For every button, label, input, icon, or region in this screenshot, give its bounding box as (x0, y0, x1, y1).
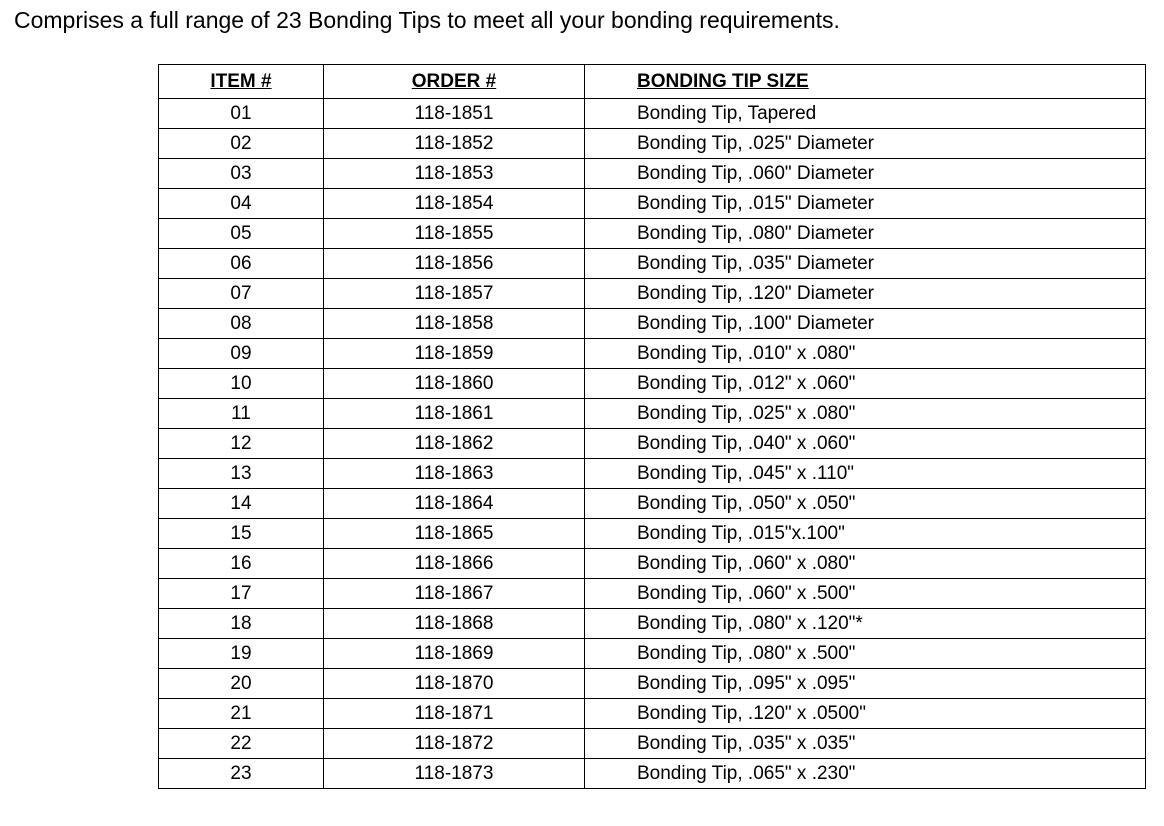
table-row (159, 99, 1146, 129)
order-number-cell: 118-1851 (324, 99, 585, 129)
table-row (159, 549, 1146, 579)
order-number-cell: 118-1855 (324, 219, 585, 249)
table-row (159, 189, 1146, 219)
bonding-tip-size-cell: Bonding Tip, .050" x .050" (585, 489, 1146, 519)
table-row (159, 489, 1146, 519)
table-body (159, 99, 1146, 789)
order-number-cell: 118-1873 (324, 759, 585, 789)
header-order-number: ORDER # (324, 65, 585, 99)
bonding-tip-size-cell: Bonding Tip, .045" x .110" (585, 459, 1146, 489)
table-row (159, 129, 1146, 159)
bonding-tip-size-cell: Bonding Tip, .025" x .080" (585, 399, 1146, 429)
item-number-cell: 02 (159, 129, 324, 159)
table-row (159, 309, 1146, 339)
order-number-cell: 118-1859 (324, 339, 585, 369)
order-number-cell: 118-1862 (324, 429, 585, 459)
item-number-cell: 20 (159, 669, 324, 699)
table-row (159, 669, 1146, 699)
bonding-tip-size-cell: Bonding Tip, .035" x .035" (585, 729, 1146, 759)
bonding-tip-size-cell: Bonding Tip, .095" x .095" (585, 669, 1146, 699)
header-item-number: ITEM # (159, 65, 324, 99)
item-number-cell: 05 (159, 219, 324, 249)
table-row (159, 429, 1146, 459)
order-number-cell: 118-1856 (324, 249, 585, 279)
order-number-cell: 118-1852 (324, 129, 585, 159)
order-number-cell: 118-1861 (324, 399, 585, 429)
item-number-cell: 01 (159, 99, 324, 129)
bonding-tips-table-container (158, 64, 1145, 789)
order-number-cell: 118-1858 (324, 309, 585, 339)
bonding-tips-table (158, 64, 1146, 789)
bonding-tip-size-cell: Bonding Tip, .035" Diameter (585, 249, 1146, 279)
table-row (159, 729, 1146, 759)
item-number-cell: 23 (159, 759, 324, 789)
item-number-cell: 04 (159, 189, 324, 219)
order-number-cell: 118-1864 (324, 489, 585, 519)
table-row (159, 579, 1146, 609)
bonding-tip-size-cell: Bonding Tip, .010" x .080" (585, 339, 1146, 369)
order-number-cell: 118-1860 (324, 369, 585, 399)
table-row (159, 759, 1146, 789)
bonding-tip-size-cell: Bonding Tip, .015" Diameter (585, 189, 1146, 219)
table-row (159, 519, 1146, 549)
header-bonding-tip-size: BONDING TIP SIZE (585, 65, 1146, 99)
order-number-cell: 118-1869 (324, 639, 585, 669)
order-number-cell: 118-1866 (324, 549, 585, 579)
item-number-cell: 18 (159, 609, 324, 639)
item-number-cell: 10 (159, 369, 324, 399)
bonding-tip-size-cell: Bonding Tip, .120" x .0500" (585, 699, 1146, 729)
item-number-cell: 07 (159, 279, 324, 309)
bonding-tip-size-cell: Bonding Tip, .100" Diameter (585, 309, 1146, 339)
table-header-row (159, 65, 1146, 99)
item-number-cell: 03 (159, 159, 324, 189)
order-number-cell: 118-1867 (324, 579, 585, 609)
table-row (159, 699, 1146, 729)
item-number-cell: 19 (159, 639, 324, 669)
bonding-tip-size-cell: Bonding Tip, .080" Diameter (585, 219, 1146, 249)
table-row (159, 249, 1146, 279)
item-number-cell: 13 (159, 459, 324, 489)
item-number-cell: 11 (159, 399, 324, 429)
order-number-cell: 118-1871 (324, 699, 585, 729)
order-number-cell: 118-1868 (324, 609, 585, 639)
item-number-cell: 21 (159, 699, 324, 729)
table-row (159, 279, 1146, 309)
order-number-cell: 118-1854 (324, 189, 585, 219)
item-number-cell: 17 (159, 579, 324, 609)
table-row (159, 399, 1146, 429)
bonding-tip-size-cell: Bonding Tip, .080" x .500" (585, 639, 1146, 669)
bonding-tip-size-cell: Bonding Tip, Tapered (585, 99, 1146, 129)
order-number-cell: 118-1853 (324, 159, 585, 189)
bonding-tip-size-cell: Bonding Tip, .120" Diameter (585, 279, 1146, 309)
order-number-cell: 118-1863 (324, 459, 585, 489)
table-row (159, 459, 1146, 489)
bonding-tip-size-cell: Bonding Tip, .065" x .230" (585, 759, 1146, 789)
order-number-cell: 118-1870 (324, 669, 585, 699)
bonding-tip-size-cell: Bonding Tip, .060" Diameter (585, 159, 1146, 189)
table-row (159, 609, 1146, 639)
table-row (159, 369, 1146, 399)
table-row (159, 339, 1146, 369)
bonding-tip-size-cell: Bonding Tip, .040" x .060" (585, 429, 1146, 459)
item-number-cell: 06 (159, 249, 324, 279)
bonding-tip-size-cell: Bonding Tip, .060" x .500" (585, 579, 1146, 609)
table-row (159, 159, 1146, 189)
bonding-tip-size-cell: Bonding Tip, .015"x.100" (585, 519, 1146, 549)
table-row (159, 219, 1146, 249)
table-row (159, 639, 1146, 669)
bonding-tip-size-cell: Bonding Tip, .060" x .080" (585, 549, 1146, 579)
item-number-cell: 22 (159, 729, 324, 759)
item-number-cell: 14 (159, 489, 324, 519)
item-number-cell: 09 (159, 339, 324, 369)
intro-text: Comprises a full range of 23 Bonding Tips to meet all your bonding requirements. (14, 7, 840, 33)
bonding-tip-size-cell: Bonding Tip, .025" Diameter (585, 129, 1146, 159)
order-number-cell: 118-1872 (324, 729, 585, 759)
item-number-cell: 08 (159, 309, 324, 339)
bonding-tip-size-cell: Bonding Tip, .012" x .060" (585, 369, 1146, 399)
bonding-tip-size-cell: Bonding Tip, .080" x .120"* (585, 609, 1146, 639)
item-number-cell: 15 (159, 519, 324, 549)
item-number-cell: 12 (159, 429, 324, 459)
order-number-cell: 118-1857 (324, 279, 585, 309)
item-number-cell: 16 (159, 549, 324, 579)
order-number-cell: 118-1865 (324, 519, 585, 549)
